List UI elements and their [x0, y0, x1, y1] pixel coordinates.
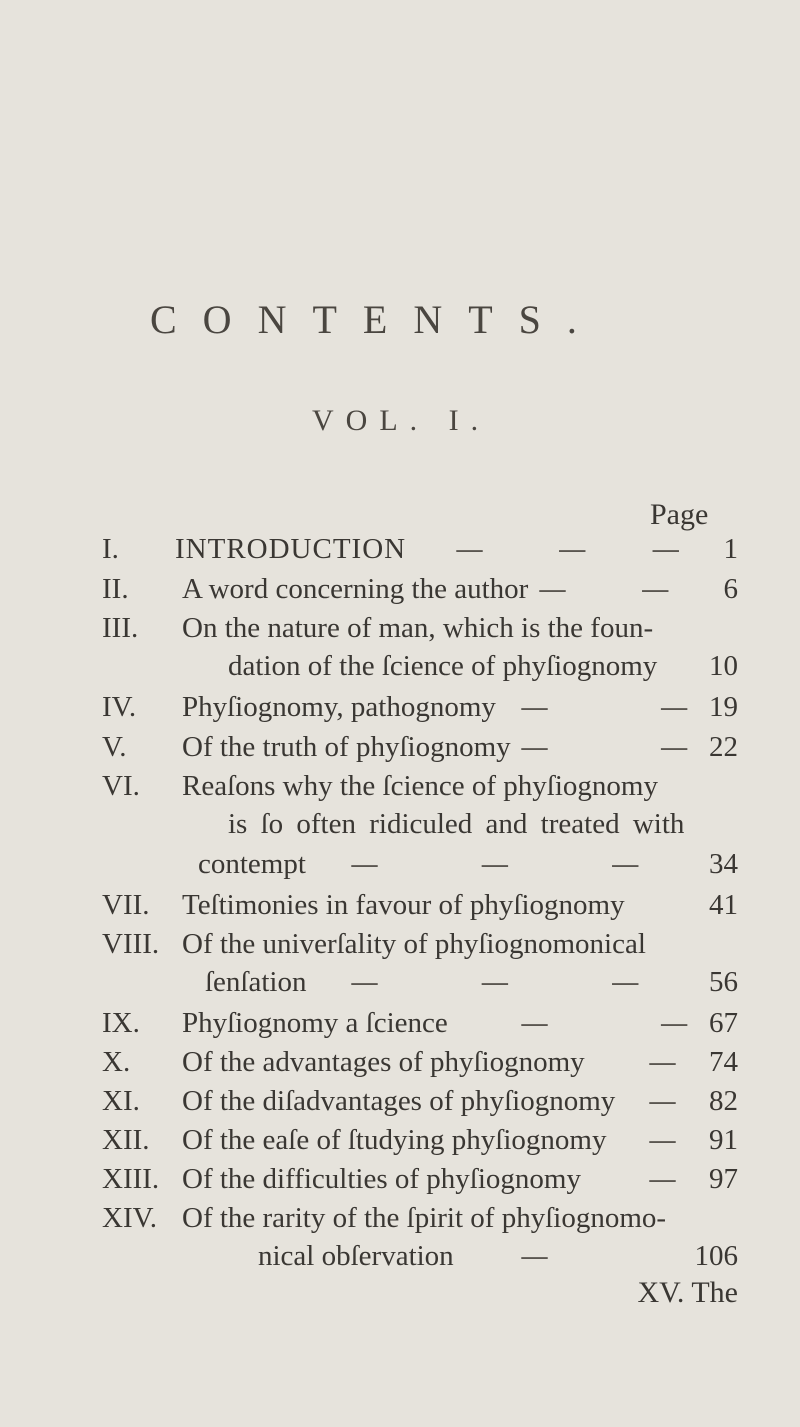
entry-page: 56 — [709, 966, 738, 998]
entry-title: Phyſiognomy a ſcience — [182, 1007, 448, 1039]
entry-title: Of the difficulties of phyſiognomy — [182, 1163, 581, 1195]
contents-title: CONTENTS. — [150, 297, 603, 342]
page-column-header: Page — [650, 498, 709, 531]
leader-dashes: — — [648, 1045, 677, 1079]
entry-title: Teſtimonies in favour of phyſiognomy — [182, 889, 625, 921]
entry-title: INTRODUCTION — [175, 533, 407, 565]
entry-page: 6 — [723, 573, 738, 605]
entry-title-line-1: Of the rarity of the ſpirit of phyſiognomo- — [182, 1202, 667, 1234]
entry-page: 82 — [709, 1085, 738, 1117]
entry-page: 91 — [709, 1124, 738, 1156]
entry-number: IV. — [102, 691, 137, 723]
entry-title: Of the diſadvantages of phyſiognomy — [182, 1085, 616, 1117]
entry-page: 106 — [694, 1240, 738, 1272]
entry-number: I. — [102, 533, 119, 565]
entry-title-line-1: Of the univerſality of phyſiognomonical — [182, 928, 646, 960]
leader-dashes: — — [648, 1084, 677, 1118]
leader-dashes: — — [648, 1162, 677, 1196]
entry-number: IX. — [102, 1007, 140, 1039]
entry-title-line-2: is ſo often ridiculed and treated with — [228, 808, 685, 840]
entry-number: VIII. — [102, 928, 160, 960]
leader-dashes: — — — — [455, 532, 681, 566]
entry-title: A word concerning the author — [182, 573, 529, 605]
leader-dashes: — — [648, 1123, 677, 1157]
entry-title: Of the eaſe of ſtudying phyſiognomy — [182, 1124, 607, 1156]
entry-number: XIII. — [102, 1163, 160, 1195]
entry-title-line-2: dation of the ſcience of phyſiognomy — [228, 650, 658, 682]
entry-number: XIV. — [102, 1202, 158, 1234]
entry-page: 41 — [709, 889, 738, 921]
catchword: XV. The — [637, 1276, 738, 1309]
entry-title: Phyſiognomy, pathognomy — [182, 691, 496, 723]
entry-number: V. — [102, 731, 127, 763]
entry-number: II. — [102, 573, 129, 605]
entry-number: XII. — [102, 1124, 150, 1156]
entry-number: VII. — [102, 889, 150, 921]
leader-dashes: — — — [520, 690, 689, 724]
leader-dashes: — — — — [350, 847, 640, 881]
entry-number: X. — [102, 1046, 131, 1078]
entry-page: 19 — [709, 691, 738, 723]
entry-page: 34 — [709, 848, 738, 880]
entry-title: Of the advantages of phyſiognomy — [182, 1046, 585, 1078]
leader-dashes: — — — [520, 1006, 689, 1040]
leader-dashes: — — — — [350, 965, 640, 999]
entry-title: Of the truth of phyſiognomy — [182, 731, 511, 763]
volume-label: VOL. I. — [312, 404, 491, 437]
entry-title-line-1: Reaſons why the ſcience of phyſiognomy — [182, 770, 658, 802]
entry-title-line-3: contempt — [198, 848, 306, 880]
entry-page: 97 — [709, 1163, 738, 1195]
entry-title-line-2: nical obſervation — [258, 1240, 454, 1272]
entry-number: XI. — [102, 1085, 140, 1117]
entry-page: 1 — [723, 533, 738, 565]
leader-dashes: — — — [520, 730, 689, 764]
entry-page: 74 — [709, 1046, 738, 1078]
entry-page: 22 — [709, 731, 738, 763]
entry-page: 10 — [709, 650, 738, 682]
leader-dashes: — — — [538, 572, 670, 606]
entry-title-line-2: ſenſation — [205, 966, 307, 998]
entry-title-line-1: On the nature of man, which is the foun- — [182, 612, 654, 644]
entry-page: 67 — [709, 1007, 738, 1039]
leader-dashes: — — [520, 1239, 549, 1273]
entry-number: VI. — [102, 770, 140, 802]
entry-number: III. — [102, 612, 139, 644]
